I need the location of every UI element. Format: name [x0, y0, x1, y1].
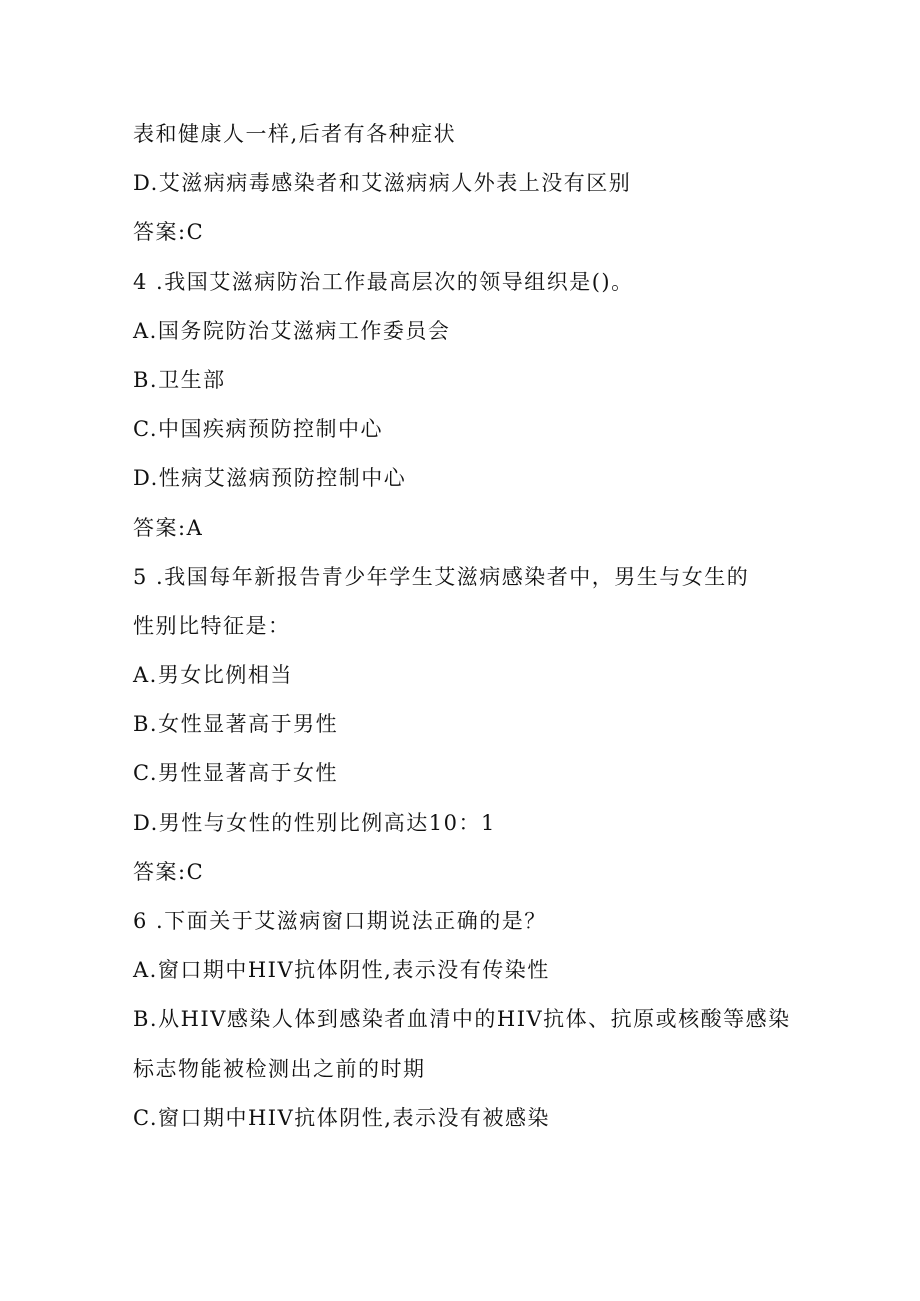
text-line-q5-answer: 答案:C: [133, 859, 205, 884]
text-line-q6-option-b-cont: 标志物能被检测出之前的时期: [133, 1056, 426, 1081]
text-line-q6-option-c: C.窗口期中HIV抗体阴性,表示没有被感染: [133, 1105, 550, 1130]
text-line-q4-option-b: B.卫生部: [133, 367, 226, 392]
text-line-q5-option-c: C.男性显著高于女性: [133, 761, 338, 786]
text-line-q4-option-a: A.国务院防治艾滋病工作委员会: [133, 318, 451, 343]
document-body: [133, 110, 793, 1143]
text-line-q6-question: 6 .下面关于艾滋病窗口期说法正确的是？: [133, 909, 547, 933]
text-line-q5-question: 5 .我国每年新报告青少年学生艾滋病感染者中，男生与女生的: [133, 564, 750, 589]
text-line-q3-option-c-cont: 表和健康人一样,后者有各种症状: [133, 122, 457, 146]
text-line-q6-option-b: B.从HIV感染人体到感染者血清中的HIV抗体、抗原或核酸等感染: [133, 1007, 791, 1032]
text-line-q4-option-d: D.性病艾滋病预防控制中心: [133, 466, 407, 491]
text-line-q4-answer: 答案:A: [133, 515, 204, 540]
text-line-q3-option-d: D.艾滋病病毒感染者和艾滋病病人外表上没有区别: [133, 171, 632, 196]
text-line-q5-option-b: B.女性显著高于男性: [133, 712, 339, 737]
text-line-q5-option-a: A.男女比例相当: [133, 663, 293, 688]
text-line-q5-option-d: D.男性与女性的性别比例高达10：1: [133, 810, 496, 835]
text-line-q3-answer: 答案:C: [133, 220, 205, 245]
text-line-q6-option-a: A.窗口期中HIV抗体阴性,表示没有传染性: [133, 958, 550, 983]
text-line-q5-question-cont: 性别比特征是：: [133, 613, 291, 638]
text-line-q4-option-c: C.中国疾病预防控制中心: [133, 417, 383, 442]
text-line-q4-question: 4 .我国艾滋病防治工作最高层次的领导组织是()。: [133, 269, 634, 294]
